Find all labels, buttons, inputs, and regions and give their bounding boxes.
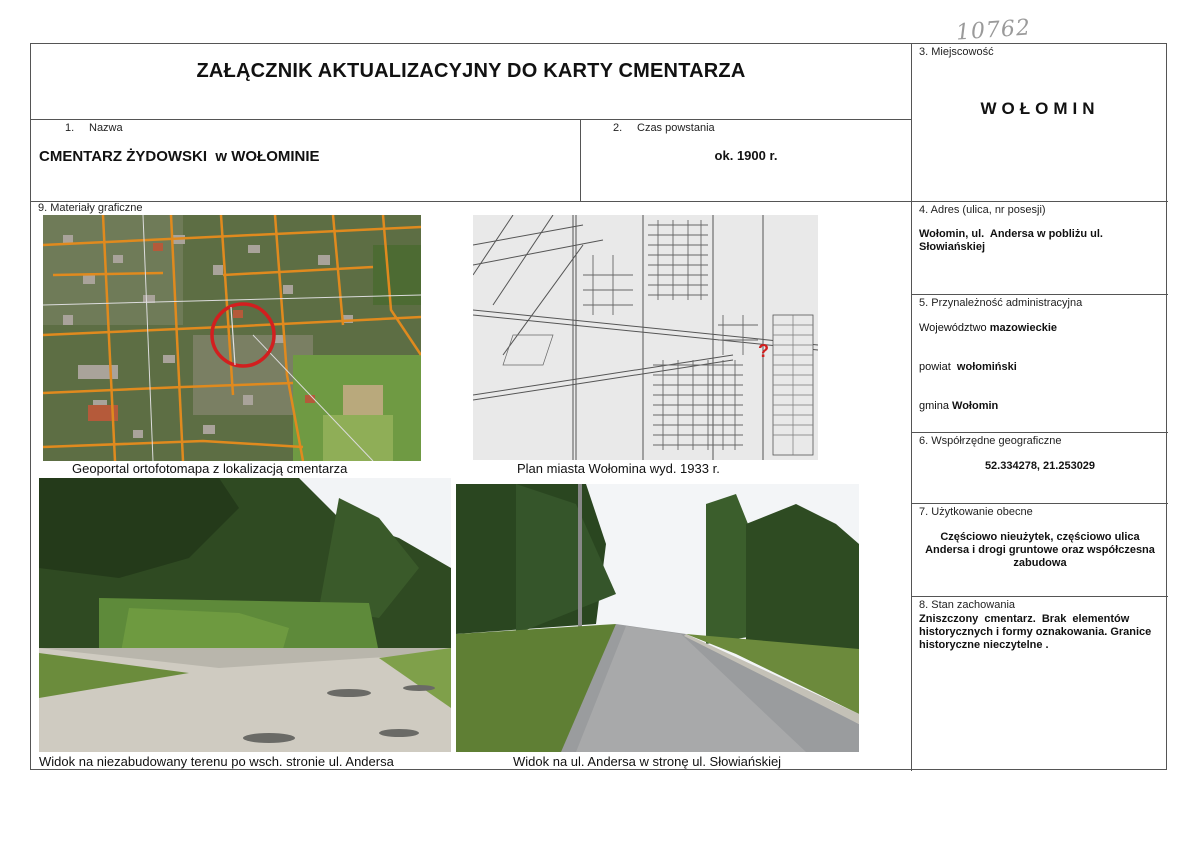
county-row (919, 361, 1017, 374)
terrain-photo (39, 478, 451, 752)
orthophoto-map (43, 215, 421, 461)
cemetery-card (30, 43, 1167, 770)
row-divider (911, 294, 1168, 295)
founding-value: ok. 1900 r. (714, 148, 778, 163)
current-use-label: 7. Użytkowanie obecne (919, 506, 1033, 518)
street-photo (456, 484, 859, 752)
row-divider (911, 596, 1168, 597)
current-use-value-line3: zabudowa (1013, 557, 1067, 569)
plan-location-marker: ? (758, 341, 769, 361)
locality-label: 3. Miejscowość (919, 46, 994, 58)
commune-row (919, 400, 998, 413)
name-label: Nazwa (89, 122, 123, 134)
condition-label: 8. Stan zachowania (919, 599, 1016, 611)
address-label: 4. Adres (ulica, nr posesji) (919, 204, 1046, 216)
voivodeship-prefix: Województwo (919, 322, 987, 334)
current-use-value-line1: Częściowo nieużytek, częściowo ulica (940, 531, 1140, 543)
commune-prefix: gmina (919, 400, 949, 412)
terrain-photo-caption: Widok na niezabudowany terenu po wsch. stronie ul. Andersa (39, 754, 394, 769)
condition-value-line1: Zniszczony cmentarz. Brak elementów (919, 613, 1130, 625)
row-divider (31, 201, 1168, 202)
condition-value-line3: historyczne nieczytelne . (919, 639, 1049, 651)
archive-number: 10762 (955, 15, 1032, 46)
administration-label: 5. Przynależność administracyjna (919, 297, 1083, 309)
county-value: wołomiński (956, 361, 1017, 373)
commune-value: Wołomin (952, 400, 999, 412)
voivodeship-value: mazowieckie (989, 322, 1057, 334)
founding-number: 2. (613, 122, 623, 134)
condition-value-line2: historycznych i formy oznakowania. Granice (919, 626, 1152, 638)
name-number: 1. (65, 122, 75, 134)
page-title: ZAŁĄCZNIK AKTUALIZACYJNY DO KARTY CMENTARZA (196, 60, 746, 82)
current-use-value-line2: Andersa i drogi gruntowe oraz współczesna (925, 544, 1155, 556)
address-value-line1: Wołomin, ul. Andersa w pobliżu ul. (919, 228, 1103, 240)
founding-label: Czas powstania (637, 122, 715, 134)
row-divider (911, 432, 1168, 433)
street-photo-caption: Widok na ul. Andersa w stronę ul. Słowiańskiej (513, 754, 782, 769)
voivodeship-row (919, 322, 1057, 335)
coordinates-value: 52.334278, 21.253029 (984, 460, 1096, 472)
row-divider (911, 503, 1168, 504)
town-plan-map (473, 215, 818, 460)
graphics-label: 9. Materiały graficzne (38, 202, 143, 214)
orthophoto-caption: Geoportal ortofotomapa z lokalizacją cmentarza (72, 461, 348, 476)
address-value-line2: Słowiańskiej (919, 241, 986, 253)
town-plan-caption: Plan miasta Wołomina wyd. 1933 r. (517, 461, 720, 476)
name-value: CMENTARZ ŻYDOWSKI w WOŁOMINIE (39, 148, 320, 165)
column-divider (911, 44, 912, 771)
row-divider (31, 119, 911, 120)
coordinates-label: 6. Współrzędne geograficzne (919, 435, 1062, 447)
locality-value: WOŁOMIN (980, 99, 1100, 118)
county-prefix: powiat (919, 361, 951, 373)
